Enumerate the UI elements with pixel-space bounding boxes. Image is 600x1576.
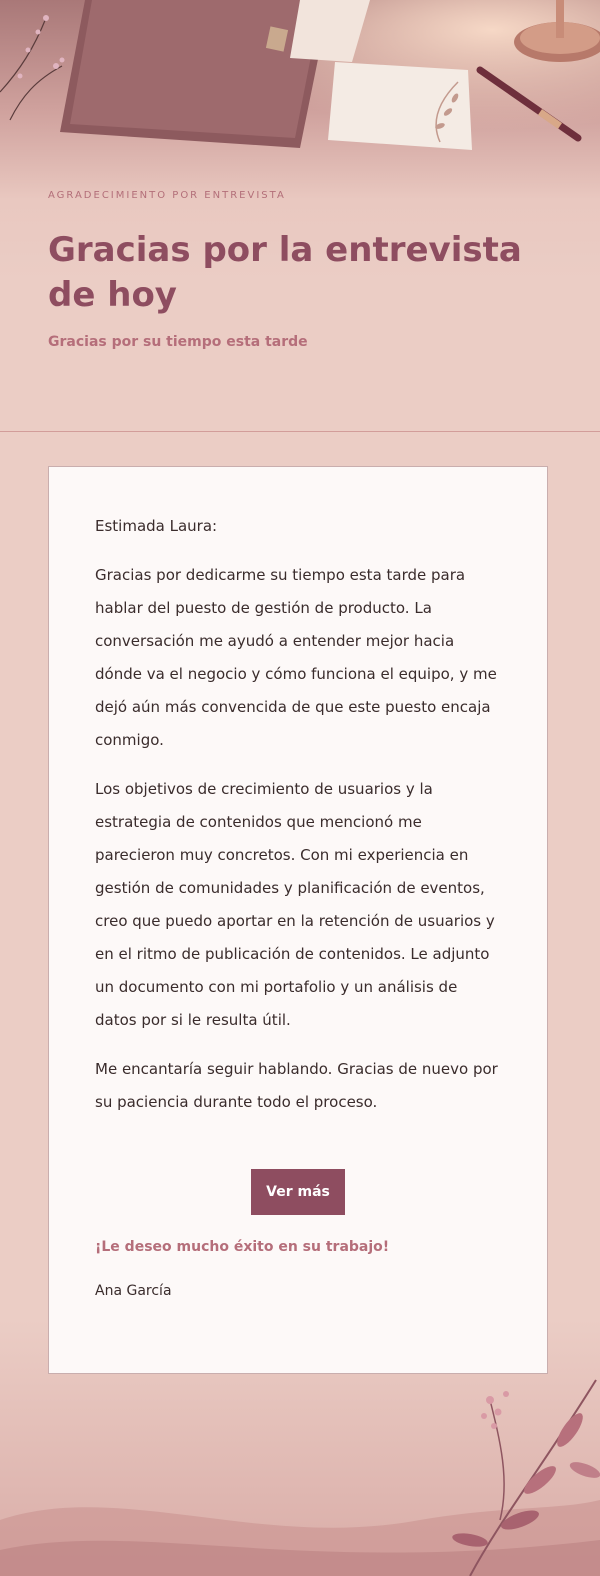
page-subtitle: Gracias por su tiempo esta tarde	[48, 334, 308, 350]
letter-paragraph-2: Los objetivos de crecimiento de usuarios y la estrategia de contenidos que mencionó me parecieron muy concretos. Con mi experiencia en gestión de comunidades y planificación de eventos, creo que puedo aportar en la retención de usuarios y en el ritmo de publicación de contenidos. Le adjunto un documento con mi portafolio y un análisis de datos por si le resulta útil.	[95, 780, 495, 1029]
header-eyebrow: AGRADECIMIENTO POR ENTREVISTA	[48, 190, 286, 201]
see-more-button[interactable]: Ver más	[251, 1169, 345, 1215]
desk-photo-icon	[0, 0, 600, 200]
button-row	[95, 1169, 501, 1215]
letter-paragraph-1: Gracias por dedicarme su tiempo esta tarde para hablar del puesto de gestión de producto. La conversación me ayudó a entender mejor hacia dónde va el negocio y cómo funciona el equipo, y me dejó aún más convencida de que este puesto encaja conmigo.	[95, 566, 497, 749]
letter-card	[48, 466, 548, 1374]
page-title: Gracias por la entrevista de hoy	[48, 230, 522, 315]
header-divider	[0, 431, 600, 432]
letter-greeting: Estimada Laura:	[95, 517, 218, 535]
signature: Ana García	[95, 1283, 172, 1299]
letter-paragraph-3: Me encantaría seguir hablando. Gracias de nuevo por su paciencia durante todo el proceso.	[95, 1060, 498, 1111]
hero-header	[0, 0, 600, 432]
closing-wish: ¡Le deseo mucho éxito en su trabajo!	[95, 1239, 390, 1255]
